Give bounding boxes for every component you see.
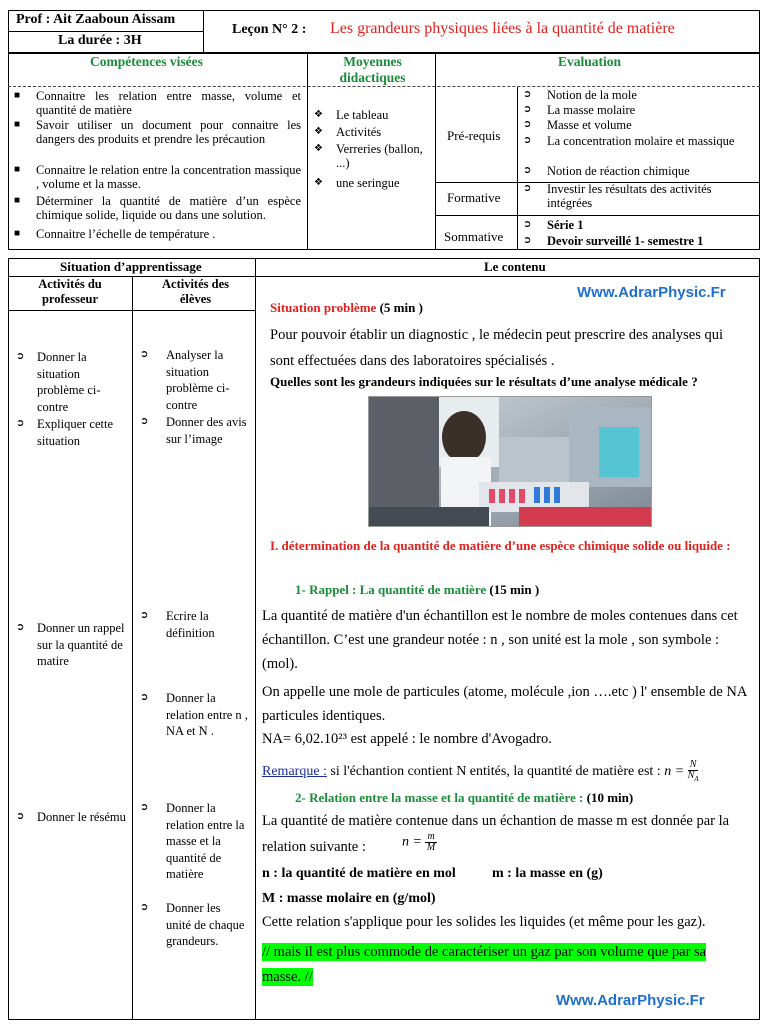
lesson-label: Leçon N° 2 : [232,22,307,37]
def-n: n : la quantité de matière en mol [262,866,456,881]
sommative-item: ➲ Série 1 [523,218,584,232]
situation-probleme-heading: Situation problème (5 min ) [270,300,423,315]
remarque: Remarque : si l'échantion contient N entités, la quantité de matière est : n = $\frac{N}{N_A}$ [262,759,699,783]
col-contenu: Le contenu [484,259,546,274]
remarque-label: Remarque : [262,764,327,780]
formula-n-m-M: n = $\frac{m}{M}$ [402,831,436,853]
eval-prerequis-label: Pré-requis [447,128,501,143]
col-competences: Compétences visées [90,54,203,69]
prerequis-item: ➲ La concentration molaire et massique [523,134,735,148]
eleve-activity: ➲ Donner la relation entre la masse et la quantité de matière [140,801,245,881]
eval-sommative-label: Sommative [444,229,504,244]
eleve-activity: ➲ Analyser la situation problème ci-contre [140,348,230,412]
col-eleves: Activités des élèves [162,277,229,306]
def-M: M : masse molaire en (g/mol) [262,891,436,906]
prerequis-item: ➲ Masse et volume [523,118,632,132]
competence-item: ■ Connaitre le relation entre la concentration massique , volume et la masse. [14,163,301,191]
competence-item: ■ Savoir utiliser un document pour connaitre les dangers des produits et prendre les précaution [14,118,301,146]
col-moyennes: Moyennes didactiques [339,54,406,85]
subsection-1-p2: On appelle une mole de particules (atome, molécule ,ion ….etc ) l' ensemble de NA particules identiques. [262,684,747,724]
subsection-2-p2: Cette relation s'applique pour les solides les liquides (et même pour les gaz). [262,914,706,930]
site-watermark-bottom: Www.AdrarPhysic.Fr [556,992,705,1009]
section-1-title: I. détermination de la quantité de matière d’une espèce chimique solide ou liquide : [270,538,731,553]
lesson-title: Les grandeurs physiques liées à la quantité de matière [330,20,675,37]
subsection-1-p3: NA= 6,02.10²³ est appelé : le nombre d'Avogadro. [262,731,552,747]
col-prof: Activités du professeur [38,277,102,306]
subsection-1-p1: La quantité de matière d'un échantillon est le nombre de moles contenues dans cet échantillon. C’est une grandeur notée : n , son unité est la mole , son symbole :(mol). [262,608,738,672]
eleve-activity: ➲ Donner des avis sur l’image [140,415,247,446]
competence-item: ■ Connaitre l’échelle de température . [14,227,216,241]
col-situation: Situation d’apprentissage [60,259,202,274]
prerequis-item: ➲ Notion de la mole [523,88,637,102]
moyenne-item: ❖ Verreries (ballon, ...) [314,142,423,170]
competence-item: ■ Déterminer la quantité de matière d’un espèce chimique solide, liquide ou dans une solution. [14,194,301,222]
moyenne-item: ❖ Activités [314,125,382,139]
competence-item: ■ Connaitre les relation entre masse, volume et quantité de matière [14,89,301,117]
prof-activity: ➲ Expliquer cette situation [16,417,114,448]
moyenne-item: ❖ Le tableau [314,108,389,122]
formative-item: ➲ Investir les résultats des activités intégrées [523,182,712,210]
prof-name: Prof : Ait Zaaboun Aissam [16,12,176,27]
remarque-text: si l'échantion contient N entités, la quantité de matière est : [330,764,661,780]
moyenne-item: ❖ une seringue [314,176,400,190]
eleve-activity: ➲ Donner les unité de chaque grandeurs. [140,901,245,948]
prerequis-item: ➲ La masse molaire [523,103,636,117]
eval-formative-label: Formative [447,190,501,205]
prerequis-item: ➲ Notion de réaction chimique [523,164,690,178]
sommative-item: ➲ Devoir surveillé 1- semestre 1 [523,234,704,248]
situation-question: Quelles sont les grandeurs indiquées sur le résultats d’une analyse médicale ? [270,374,698,389]
highlighted-note: // mais il est plus commode de caractériser un gaz par son volume que par sa masse. // [262,944,707,985]
subsection-1-heading: 1- Rappel : La quantité de matière (15 min ) [295,582,540,597]
def-m: m : la masse en (g) [492,866,603,881]
situation-probleme-text: Pour pouvoir établir un diagnostic , le médecin peut prescrire des analyses qui sont effectuées dans des laboratoires spécialisés . [270,327,723,369]
subsection-2-heading: 2- Relation entre la masse et la quantité de matière : (10 min) [295,790,634,805]
site-watermark: Www.AdrarPhysic.Fr [577,284,726,301]
eleve-activity: ➲ Donner la relation entre n , NA et N . [140,691,248,738]
prof-activity: ➲ Donner le résému [16,810,126,824]
lab-photo [368,396,652,527]
prof-activity: ➲ Donner la situation problème ci-contre [16,350,101,414]
col-evaluation: Evaluation [558,54,622,69]
subsection-2-p1: La quantité de matière contenue dans un échantion de masse m est donnée par la relation suivante : [262,813,730,855]
eleve-activity: ➲ Ecrire la définition [140,609,215,640]
duration: La durée : 3H [58,33,142,48]
prof-activity: ➲ Donner un rappel sur la quantité de matire [16,621,125,668]
